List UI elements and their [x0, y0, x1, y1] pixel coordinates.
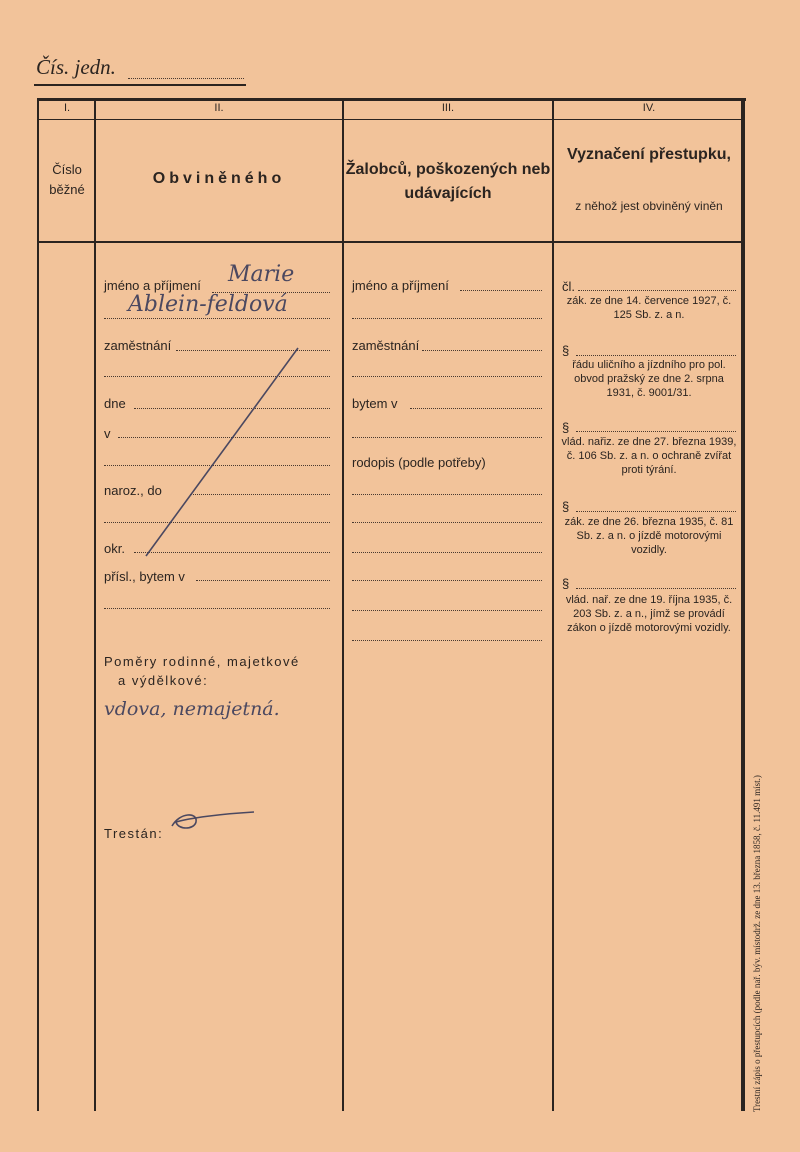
column-header-offense: Vyznačení přestupku, [567, 146, 731, 163]
offense-4-text: zák. ze dne 26. března 1935, č. 81 Sb. z. a n. o jízdě motorovými vozidly. [564, 516, 734, 556]
accused-name-handwriting-1: Marie [228, 262, 295, 287]
column-header-accused: Obviněného [152, 170, 286, 187]
accused-name-handwriting-2: Ablein-feldová [128, 292, 288, 317]
complainant-description-line[interactable] [352, 552, 542, 553]
offense-5-text: vlád. nař. ze dne 19. října 1935, č. 203 Sb. z. a n., jímž se provádí zákon o jízdě motorovými vozidly. [565, 594, 733, 634]
complainant-name-field[interactable] [460, 290, 542, 291]
roman-1: I. [63, 102, 71, 114]
accused-place-label: v [104, 426, 111, 441]
accused-date-label: dne [104, 396, 126, 411]
punished-dash-stroke [172, 812, 254, 828]
family-situation-handwriting: vdova, nemajetná. [104, 698, 280, 720]
accused-occupation-label: zaměstnání [104, 338, 172, 353]
roman-3: III. [441, 102, 455, 114]
roman-4: IV. [642, 102, 656, 114]
complainant-description-line[interactable] [352, 494, 542, 495]
offense-5-prefix: § [562, 576, 570, 591]
complainant-description-line[interactable] [352, 640, 542, 641]
offense-3-field[interactable] [576, 431, 736, 432]
complainant-residence-label: bytem v [352, 396, 398, 411]
offense-5-field[interactable] [576, 588, 736, 589]
complainant-occupation-field[interactable] [422, 350, 542, 351]
family-situation-label-2: a výdělkové: [118, 673, 209, 688]
offense-2-prefix: § [562, 343, 570, 358]
strike-through-line [146, 348, 298, 556]
form-side-note: Trestní zápis o přestupcích (podle nař. býv. místodrž. ze dne 13. března 1858, č. 11.491 míst.) [752, 775, 762, 1112]
accused-name-label: jméno a příjmení [104, 278, 201, 293]
column-header-offense-sub: z něhož jest obviněný viněn [575, 199, 723, 213]
complainant-description-line[interactable] [352, 610, 542, 611]
complainant-occupation-field-2[interactable] [352, 376, 542, 377]
accused-residence-label: přísl., bytem v [104, 569, 185, 584]
offense-1-field[interactable] [578, 290, 736, 291]
accused-born-label: naroz., do [104, 483, 162, 498]
offense-3-text: vlád. nařiz. ze dne 27. března 1939, č. 106 Sb. z. a n. o ochraně zvířat proti týrání. [561, 436, 737, 476]
offense-4-prefix: § [562, 499, 570, 514]
complainant-description-line[interactable] [352, 580, 542, 581]
complainant-occupation-label: zaměstnání [352, 338, 420, 353]
accused-district-label: okr. [104, 541, 125, 556]
offense-1-prefix: čl. [562, 279, 575, 294]
offense-2-text: řádu uličního a jízdního pro pol. obvod pražský ze dne 2. srpna 1931, č. 9001/31. [572, 359, 726, 399]
complainant-description-line[interactable] [352, 522, 542, 523]
complainant-residence-field-2[interactable] [352, 437, 542, 438]
complainant-description-label: rodopis (podle potřeby) [352, 455, 486, 470]
complainant-name-field-2[interactable] [352, 318, 542, 319]
column-header-number: Číslo běžné [49, 162, 85, 197]
offense-4-field[interactable] [576, 511, 736, 512]
complainant-name-label: jméno a příjmení [352, 278, 449, 293]
offense-3-prefix: § [562, 420, 570, 435]
offense-2-field[interactable] [576, 355, 736, 356]
roman-2: II. [214, 102, 224, 114]
offense-1-text: zák. ze dne 14. července 1927, č. 125 Sb. z. a n. [566, 295, 732, 321]
column-header-complainants: Žalobců, poškozených neb udávajících [345, 161, 551, 202]
punished-label: Trestán: [104, 826, 164, 841]
complainant-residence-field[interactable] [410, 408, 542, 409]
family-situation-label: Poměry rodinné, majetkové [104, 654, 300, 669]
file-number-label: Čís. jedn. [36, 55, 116, 79]
